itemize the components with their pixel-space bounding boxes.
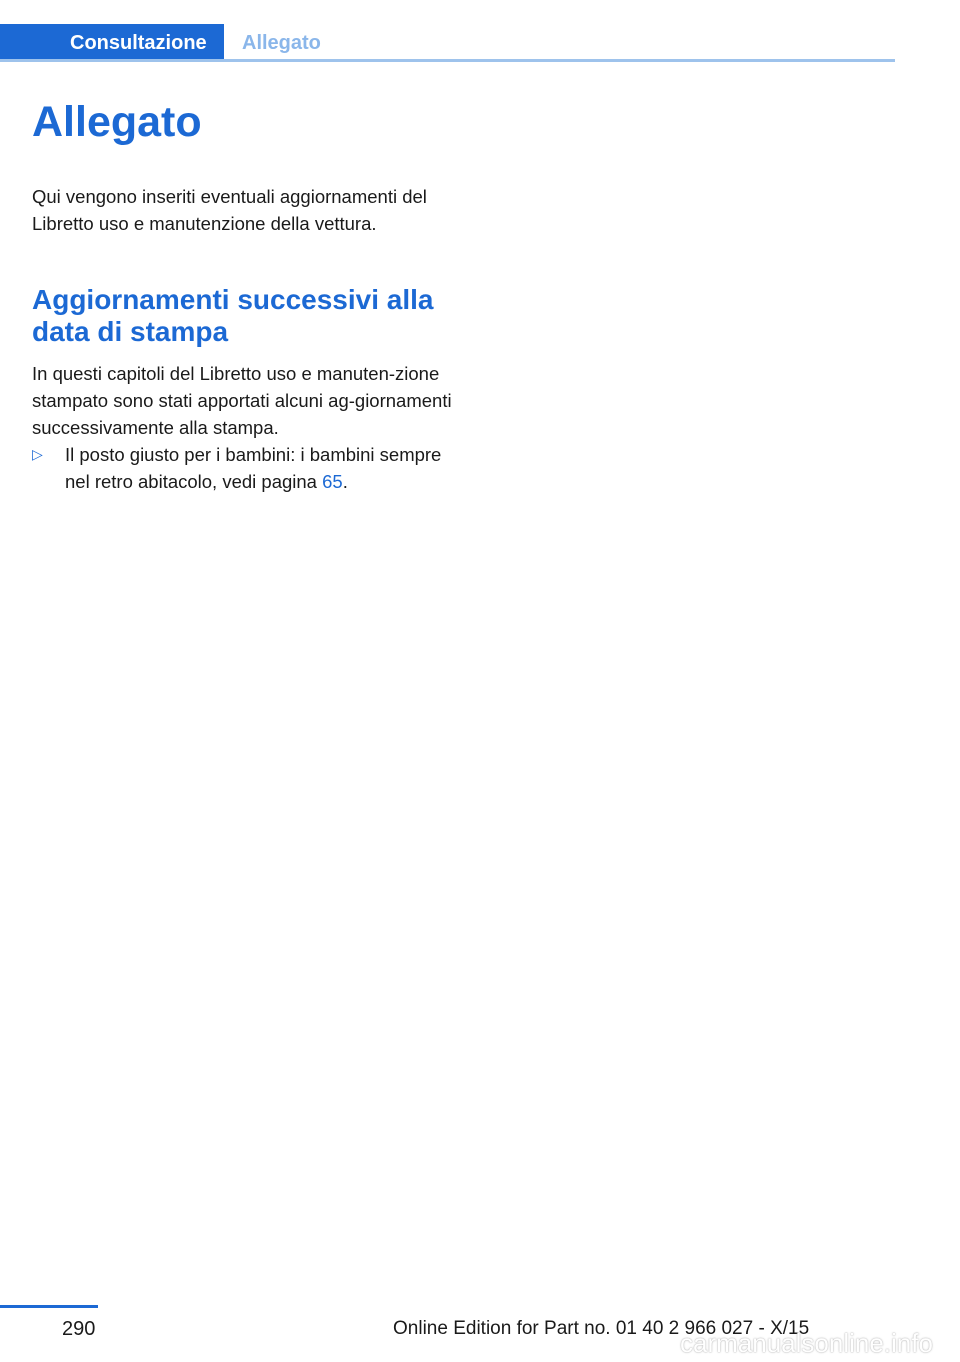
tab-allegato[interactable]: Allegato <box>242 32 321 54</box>
watermark: carmanualsonline.info <box>680 1328 933 1358</box>
page-title: Allegato <box>32 98 202 146</box>
intro-paragraph: Qui vengono inseriti eventuali aggiornamenti del Libretto uso e manutenzione della vettura. <box>32 186 427 234</box>
page-reference-link[interactable]: 65 <box>322 471 343 492</box>
section-paragraph: In questi capitoli del Libretto uso e manuten-zione stampato sono stati apportati alcuni ag-giornamenti successivamente alla stampa. <box>32 363 452 438</box>
tab-consultazione[interactable]: Consultazione <box>0 24 224 62</box>
list-item-text <box>65 441 452 495</box>
edition-note: Online Edition for Part no. 01 40 2 966 027 - X/15 <box>393 1318 810 1339</box>
footer-divider <box>0 1305 98 1308</box>
page-number: 290 <box>62 1318 96 1340</box>
list-item <box>32 441 452 495</box>
triangle-bullet-icon: ▷ <box>32 446 43 462</box>
list-item-body: Il posto giusto per i bambini: i bambini sempre nel retro abitacolo, vedi pagina <box>65 444 442 492</box>
list-item-suffix: . <box>342 471 348 492</box>
header-divider <box>0 59 895 62</box>
section-title: Aggiornamenti successivi alla data di stampa <box>32 284 434 347</box>
